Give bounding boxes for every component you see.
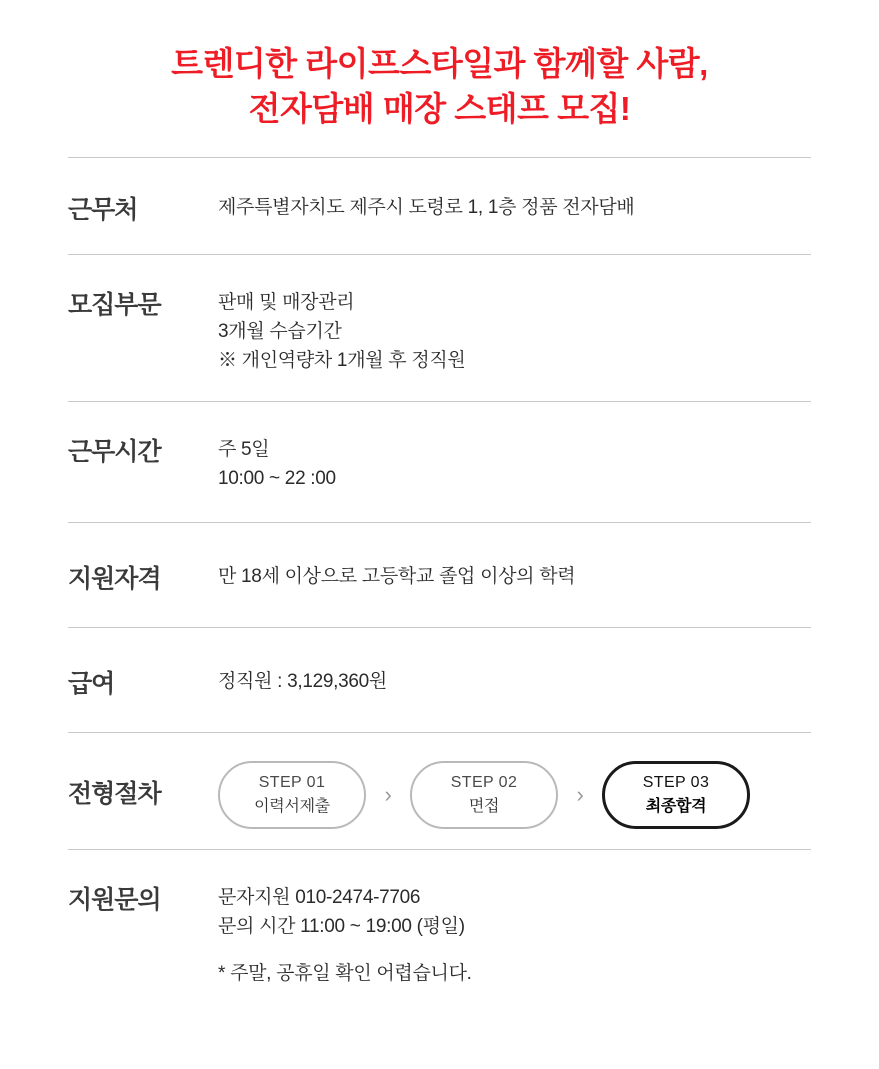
table-row-contact (68, 850, 811, 1013)
process-step-3-label: 최종합격 (645, 797, 707, 815)
row-label-salary: 급여 (68, 670, 115, 699)
hours-line-1: 주 5일 (218, 439, 270, 461)
row-label-contact: 지원문의 (68, 886, 161, 915)
row-label-hours: 근무시간 (68, 438, 161, 467)
table-row-hours (68, 402, 811, 523)
contact-note: * 주말, 공휴일 확인 어렵습니다. (218, 962, 472, 984)
table-row-qualification (68, 523, 811, 628)
process-step-2-number: STEP 02 (450, 773, 518, 791)
process-step-1-number: STEP 01 (258, 773, 326, 791)
row-value-qualification (218, 557, 811, 592)
process-steps (218, 761, 811, 829)
position-line-2: 3개월 수습기간 (218, 320, 342, 342)
row-label-position: 모집부문 (68, 290, 161, 319)
table-row-workplace (68, 158, 811, 255)
process-step-2-label: 면접 (468, 797, 500, 815)
info-table (68, 157, 811, 1013)
contact-line-1: 문자지원 010-2474-7706 (218, 887, 421, 909)
contact-line-2: 문의 시간 11:00 ~ 19:00 (평일) (218, 916, 465, 937)
workplace-line-1: 제주특별자치도 제주시 도령로 1, 1층 정품 전자담배 (218, 196, 635, 218)
contact-spacer (218, 942, 811, 960)
row-label-process: 전형절차 (68, 780, 161, 809)
poster-title (0, 0, 879, 132)
row-value-salary (218, 662, 811, 697)
process-arrow-2-icon: › (576, 782, 584, 808)
process-arrow-1-icon: › (384, 782, 392, 808)
row-value-workplace (218, 188, 811, 223)
title-line-1: 트렌디한 라이프스타일과 함께할 사람, (171, 45, 708, 82)
row-value-position (218, 283, 811, 376)
position-line-3: ※ 개인역량차 1개월 후 정직원 (218, 349, 466, 371)
row-value-contact (218, 878, 811, 989)
process-step-1 (218, 761, 366, 829)
row-value-hours (218, 430, 811, 494)
row-label-qualification: 지원자격 (68, 565, 161, 594)
hours-line-2: 10:00 ~ 22 :00 (218, 468, 336, 490)
row-value-process (218, 755, 811, 829)
process-step-3 (602, 761, 750, 829)
row-label-workplace: 근무처 (68, 195, 138, 224)
table-row-position (68, 255, 811, 403)
position-line-1: 판매 및 매장관리 (218, 291, 355, 313)
title-line-2: 전자담배 매장 스태프 모집! (248, 89, 631, 127)
table-row-process (68, 733, 811, 850)
process-step-3-number: STEP 03 (642, 773, 710, 791)
qualification-line-1: 만 18세 이상으로 고등학교 졸업 이상의 학력 (218, 566, 576, 588)
process-step-2 (410, 761, 558, 829)
process-step-1-label: 이력서제출 (254, 797, 330, 815)
salary-line-1: 정직원 : 3,129,360원 (218, 671, 387, 693)
table-row-salary (68, 628, 811, 733)
